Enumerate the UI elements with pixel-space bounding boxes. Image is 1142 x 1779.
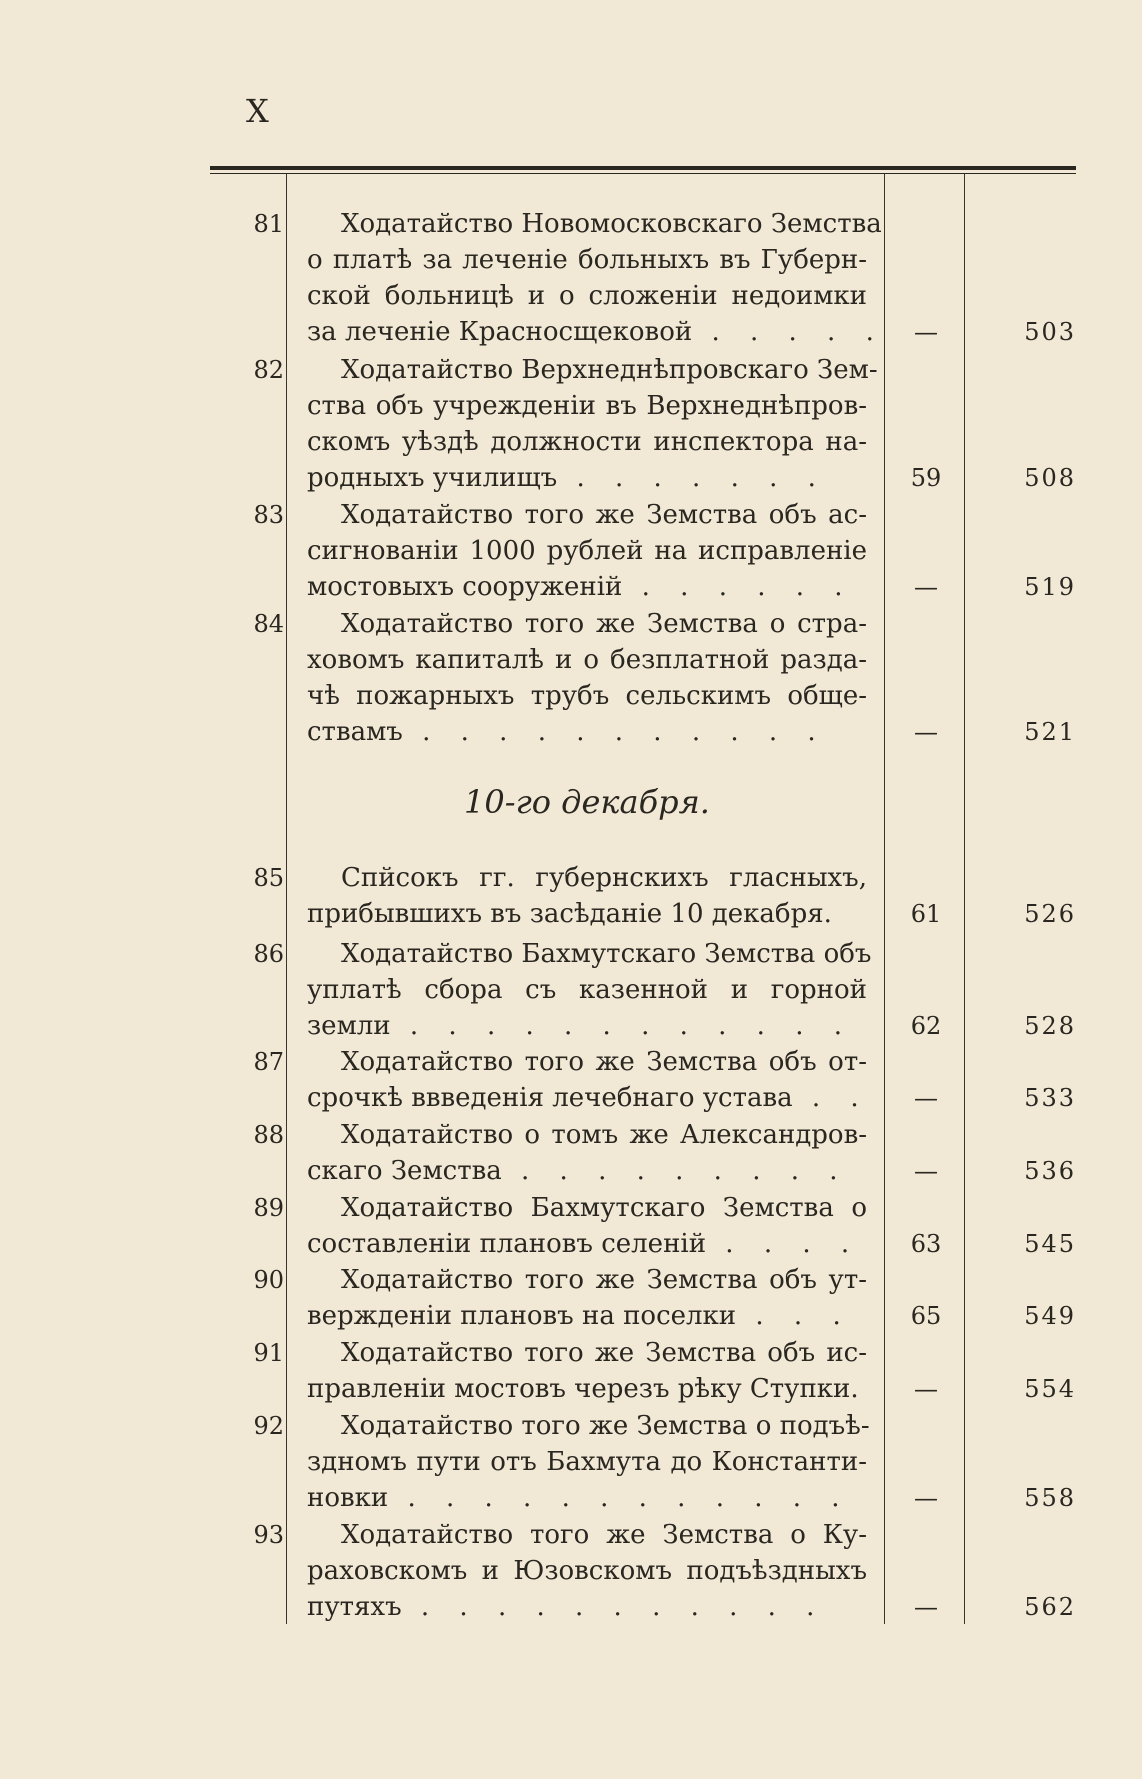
entry-number: 89 xyxy=(253,1194,284,1222)
entry-description xyxy=(307,1190,867,1262)
entry-number: 91 xyxy=(253,1339,284,1367)
entry-column-1-value: — xyxy=(914,318,938,346)
entry-line xyxy=(307,242,867,278)
entry-line xyxy=(307,569,867,605)
entry-line-text: земли xyxy=(307,1011,391,1041)
entry-line-text: новки xyxy=(307,1483,389,1513)
entry-page-number: 519 xyxy=(1024,573,1076,601)
entry-line-text: здномъ пути отъ Бахмута до Константи- xyxy=(307,1447,867,1477)
entry-number: 86 xyxy=(253,940,284,968)
entry-line xyxy=(307,1080,870,1116)
column-divider-left xyxy=(286,174,287,1624)
entry-description xyxy=(307,1408,870,1516)
entry-line xyxy=(307,1190,867,1226)
entry-column-1-value: — xyxy=(914,573,938,601)
entry-number: 84 xyxy=(253,610,284,638)
date-heading: 10-го декабря. xyxy=(464,783,710,821)
entry-description xyxy=(307,1262,867,1334)
entry-number: 90 xyxy=(253,1266,284,1294)
header-rule-thick xyxy=(210,166,1076,170)
entry-page-number: 554 xyxy=(1024,1375,1076,1403)
entry-column-1-value: 65 xyxy=(910,1302,942,1330)
entry-line-text: прибывшихъ въ засѣданіе 10 декабря. xyxy=(307,899,832,929)
entry-line-text: Ходатайство Новомосковскаго Земства xyxy=(341,209,882,239)
entry-line xyxy=(307,1444,867,1480)
entry-line-text: чѣ пожарныхъ трубъ сельскимъ обще- xyxy=(307,681,867,711)
dot-leader: . . . . . . . . . . . . xyxy=(390,1011,853,1041)
dot-leader: . . . . . . . . . . . xyxy=(401,1592,826,1622)
entry-line xyxy=(307,352,878,388)
entry-line xyxy=(307,460,867,496)
entry-line-text: Ходатайство того же Земства о стра- xyxy=(341,609,867,639)
entry-number: 93 xyxy=(253,1521,284,1549)
entry-line xyxy=(307,1335,867,1371)
entry-line xyxy=(307,1262,867,1298)
entry-line-text: о платѣ за леченіе больныхъ въ Губерн- xyxy=(307,245,867,275)
dot-leader: . . . . . xyxy=(692,317,885,347)
header-rule-thin xyxy=(210,173,1076,174)
dot-leader: . . . . . . . . . . . . xyxy=(388,1483,851,1513)
entry-page-number: 528 xyxy=(1024,1012,1076,1040)
entry-line-text: вержденіи плановъ на поселки xyxy=(307,1301,737,1331)
entry-column-1-value: — xyxy=(914,1157,938,1185)
entry-line-text: Ходатайство Бахмутскаго Земства объ xyxy=(341,939,872,969)
entry-line-text: ховомъ капиталѣ и о безплатной разда- xyxy=(307,645,867,675)
entry-description xyxy=(307,860,867,932)
entry-line-text: ства объ учрежденіи въ Верхнеднѣпров- xyxy=(307,391,867,421)
entry-page-number: 526 xyxy=(1024,900,1076,928)
entry-line-text: путяхъ xyxy=(307,1592,402,1622)
entry-page-number: 562 xyxy=(1024,1593,1076,1621)
entry-line xyxy=(307,642,867,678)
entry-line-text: составленіи плановъ селеній xyxy=(307,1229,707,1259)
entry-line xyxy=(307,606,867,642)
entry-line xyxy=(307,497,867,533)
entry-column-1-value: — xyxy=(914,1084,938,1112)
entry-page-number: 536 xyxy=(1024,1157,1076,1185)
entry-line xyxy=(307,533,867,569)
column-divider-middle xyxy=(884,174,885,1624)
entry-line-text: родныхъ училищъ xyxy=(307,463,558,493)
entry-line xyxy=(307,1226,867,1262)
entry-page-number: 503 xyxy=(1024,318,1076,346)
entry-column-1-value: 62 xyxy=(910,1012,942,1040)
dot-leader: . . . . . . . . . xyxy=(501,1156,849,1186)
entry-line-text: Спйсокъ гг. губернскихъ гласныхъ, xyxy=(341,863,867,893)
entry-line xyxy=(307,388,867,424)
entry-line-text: Ходатайство о томъ же Александров- xyxy=(341,1120,867,1150)
entry-number: 92 xyxy=(253,1412,284,1440)
page-number-roman: X xyxy=(246,92,270,130)
entry-line xyxy=(307,1008,867,1044)
entry-line-text: ствамъ xyxy=(307,717,403,747)
entry-page-number: 508 xyxy=(1024,464,1076,492)
entry-line xyxy=(307,314,885,350)
entry-description xyxy=(307,1335,867,1407)
entry-line xyxy=(307,278,867,314)
entry-column-1-value: — xyxy=(914,1484,938,1512)
entry-line xyxy=(307,936,872,972)
dot-leader: . . . . . . . . . . . xyxy=(402,717,827,747)
entry-number: 83 xyxy=(253,501,284,529)
entry-line-text: Ходатайство того же Земства объ ис- xyxy=(341,1338,867,1368)
entry-line xyxy=(307,1298,867,1334)
entry-description xyxy=(307,206,885,350)
entry-line xyxy=(307,1517,867,1553)
dot-leader: . . . . . . xyxy=(622,572,854,602)
entry-line-text: мостовыхъ сооруженій xyxy=(307,572,623,602)
column-divider-right xyxy=(964,174,965,1624)
entry-column-1-value: 63 xyxy=(910,1230,942,1258)
entry-line-text: правленіи мостовъ черезъ рѣку Ступки. xyxy=(307,1374,859,1404)
entry-line xyxy=(307,1371,867,1407)
entry-page-number: 533 xyxy=(1024,1084,1076,1112)
entry-line xyxy=(307,678,867,714)
entry-line-text: раховскомъ и Юзовскомъ подъѣздныхъ xyxy=(307,1556,867,1586)
dot-leader: . . . . xyxy=(706,1229,861,1259)
entry-line-text: ской больницѣ и о сложеніи недоимки xyxy=(307,281,867,311)
entry-line xyxy=(307,1153,867,1189)
entry-number: 85 xyxy=(253,864,284,892)
entry-number: 88 xyxy=(253,1121,284,1149)
entry-line-text: сигнованіи 1000 рублей на исправленіе xyxy=(307,536,867,566)
entry-line-text: Ходатайство того же Земства о Ку- xyxy=(341,1520,867,1550)
entry-line xyxy=(307,424,867,460)
entry-line xyxy=(307,1553,867,1589)
dot-leader: . . xyxy=(792,1083,870,1113)
dot-leader: . . . . . . . xyxy=(557,463,827,493)
entry-line xyxy=(307,1408,870,1444)
entry-line-text: Ходатайство Верхнеднѣпровскаго Зем- xyxy=(341,355,878,385)
entry-column-1-value: — xyxy=(914,1375,938,1403)
entry-page-number: 545 xyxy=(1024,1230,1076,1258)
dot-leader: . . . xyxy=(736,1301,852,1331)
entry-description xyxy=(307,1517,867,1625)
entry-line xyxy=(307,1044,867,1080)
entry-number: 81 xyxy=(253,210,284,238)
entry-line-text: Ходатайство того же Земства объ ут- xyxy=(341,1265,867,1295)
entry-line-text: скаго Земства xyxy=(307,1156,502,1186)
entry-line-text: скомъ уѣздѣ должности инспектора на- xyxy=(307,427,867,457)
entry-line-text: уплатѣ сбора съ казенной и горной xyxy=(307,975,867,1005)
entry-column-1-value: 61 xyxy=(910,900,942,928)
entry-number: 82 xyxy=(253,356,284,384)
entry-line xyxy=(307,896,867,932)
entry-column-1-value: 59 xyxy=(910,464,942,492)
entry-line-text: за леченіе Красносщековой xyxy=(307,317,693,347)
entry-line-text: срочкѣ ввведенія лечебнаго устава xyxy=(307,1083,793,1113)
entry-line xyxy=(307,1117,867,1153)
entry-column-1-value: — xyxy=(914,718,938,746)
entry-column-1-value: — xyxy=(914,1593,938,1621)
entry-description xyxy=(307,1044,870,1116)
entry-line xyxy=(307,714,867,750)
entry-line xyxy=(307,206,882,242)
entry-line-text: Ходатайство того же Земства о подъѣ- xyxy=(341,1411,870,1441)
entry-line xyxy=(307,1480,867,1516)
entry-page-number: 521 xyxy=(1024,718,1076,746)
entry-number: 87 xyxy=(253,1048,284,1076)
entry-description xyxy=(307,352,878,496)
entry-line xyxy=(307,860,867,896)
entry-line xyxy=(307,1589,867,1625)
entry-line-text: Ходатайство того же Земства объ ас- xyxy=(341,500,867,530)
entry-line-text: Ходатайство Бахмутскаго Земства о xyxy=(341,1193,867,1223)
entry-line-text: Ходатайство того же Земства объ от- xyxy=(341,1047,867,1077)
entry-page-number: 558 xyxy=(1024,1484,1076,1512)
entry-page-number: 549 xyxy=(1024,1302,1076,1330)
entry-description xyxy=(307,1117,867,1189)
entry-description xyxy=(307,936,872,1044)
entry-line xyxy=(307,972,867,1008)
entry-description xyxy=(307,497,867,605)
entry-description xyxy=(307,606,867,750)
